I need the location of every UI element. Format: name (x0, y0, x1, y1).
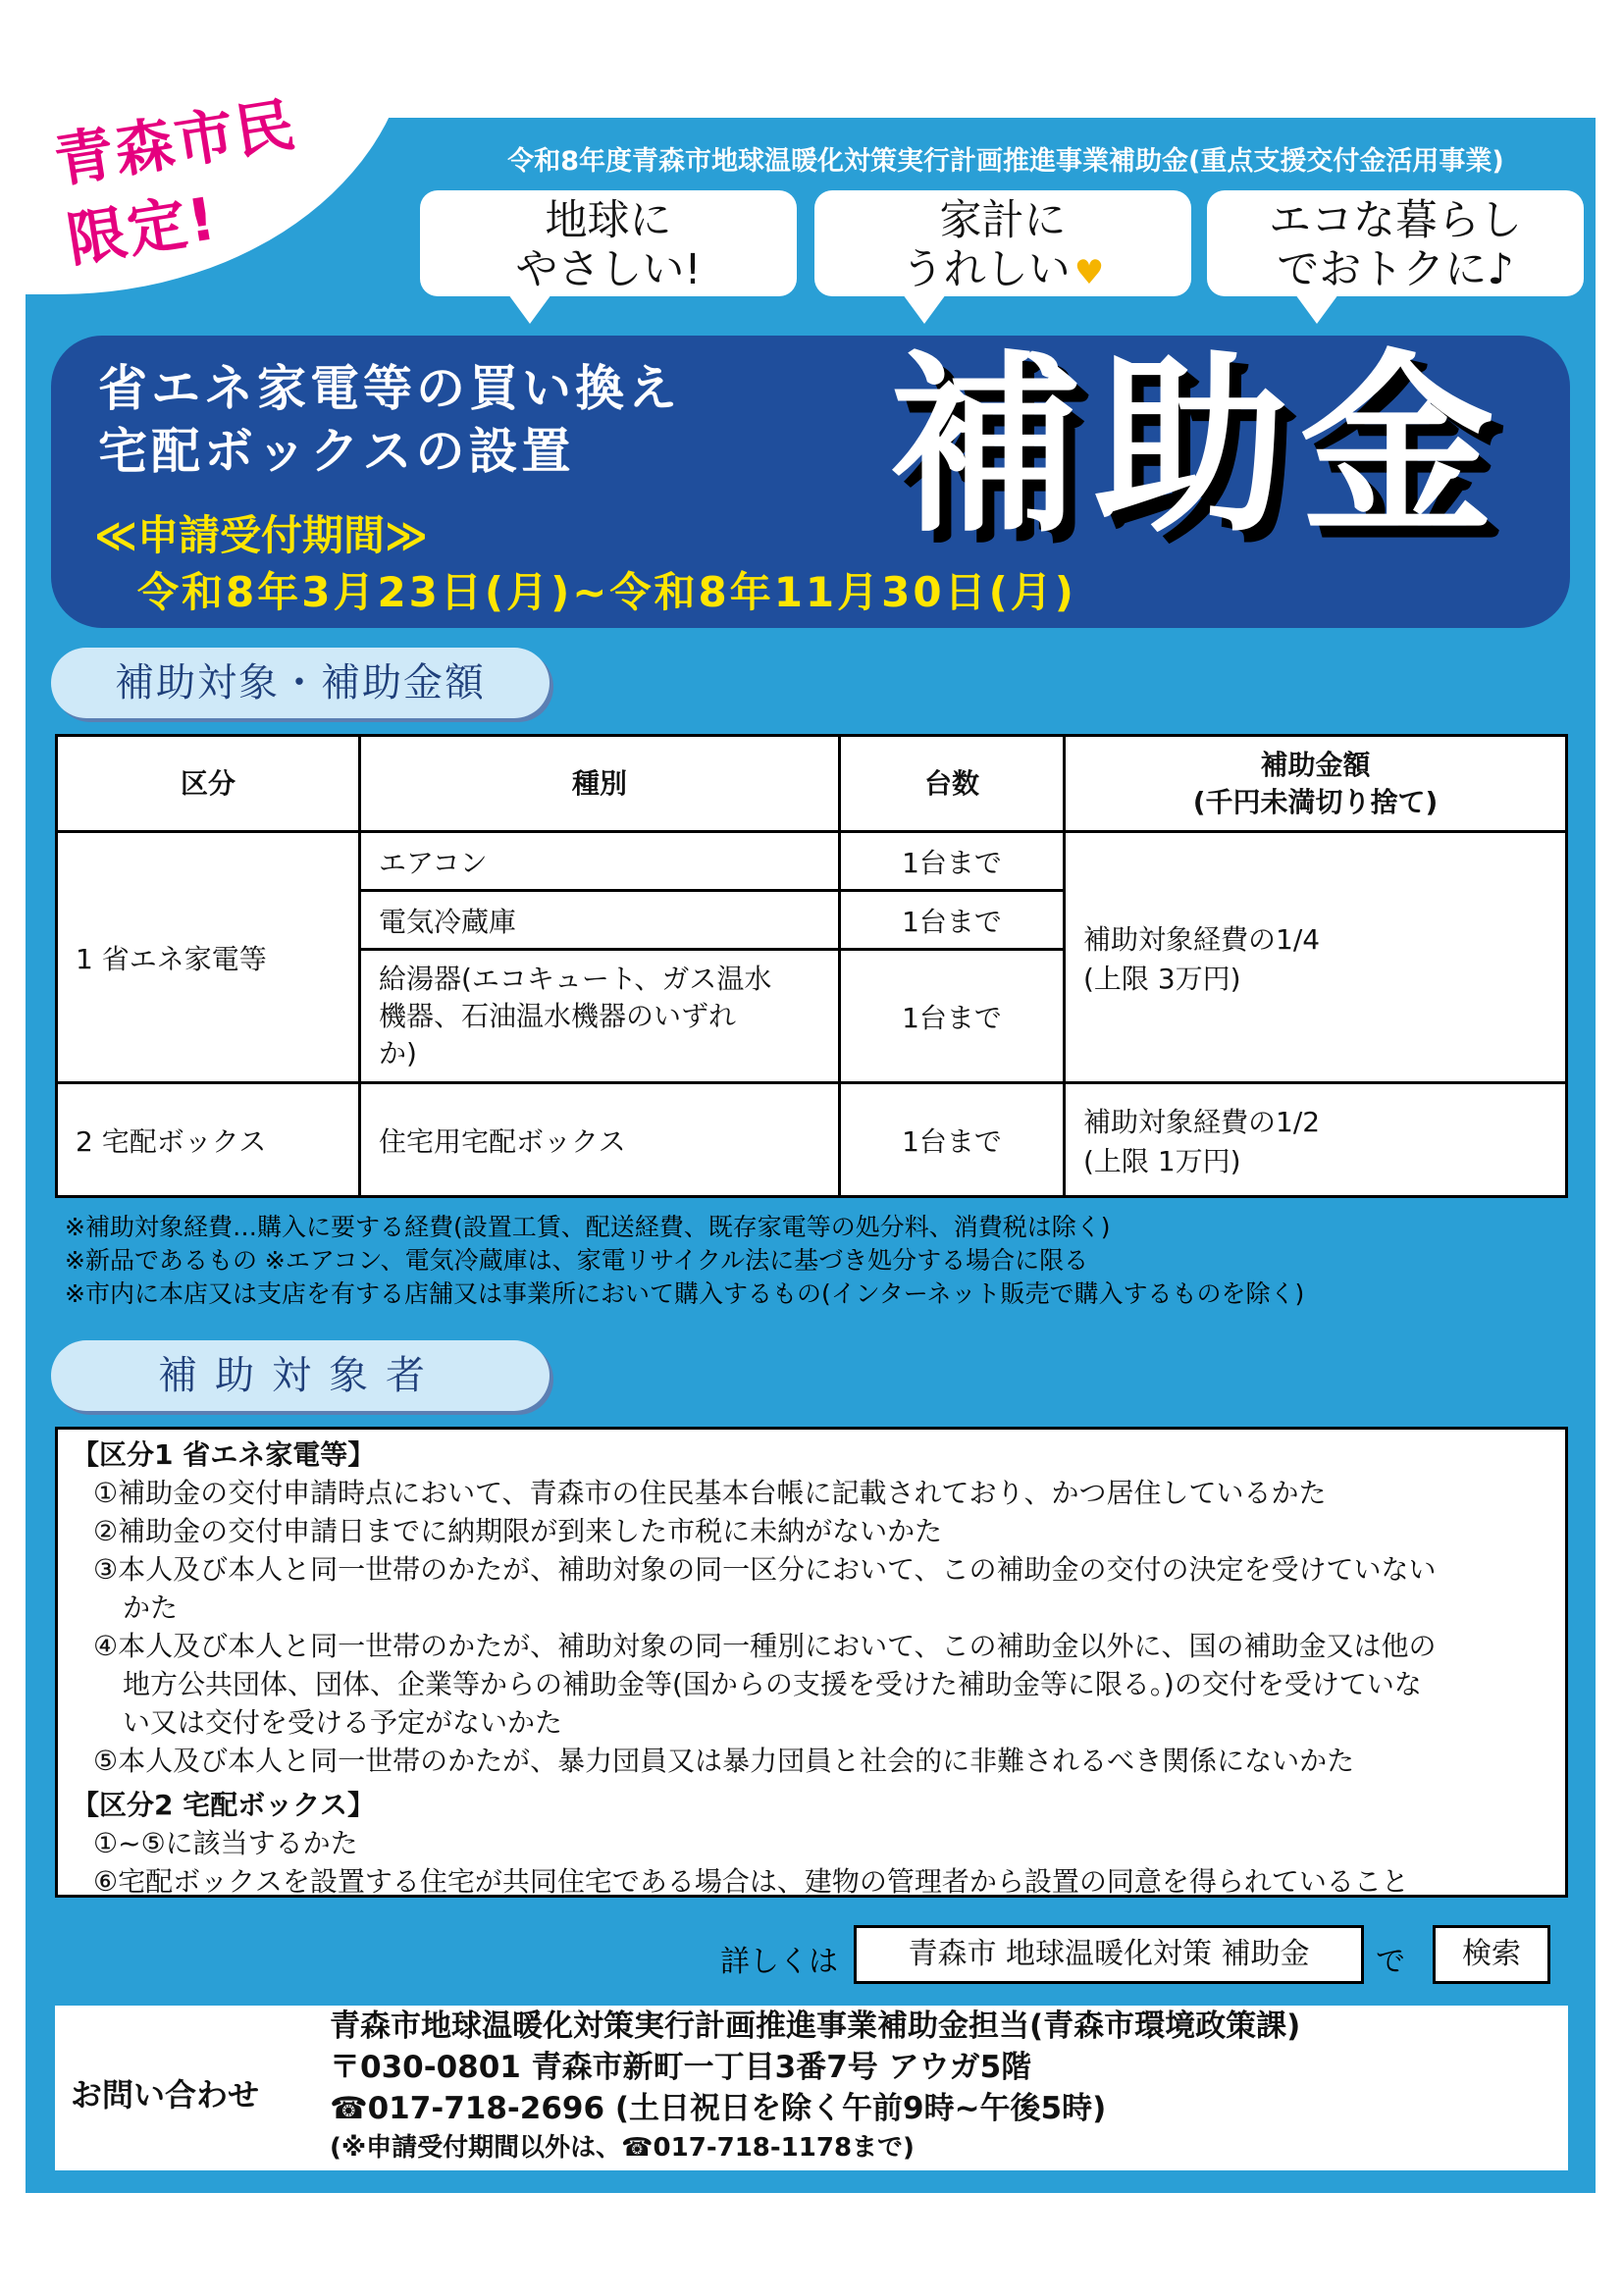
details-label: 詳しくは (720, 1945, 838, 1979)
eligibility-item: ③本人及び本人と同一世帯のかたが、補助対象の同一区分において、この補助金の交付の決定を受けていない (93, 1553, 1437, 1586)
table-row (57, 1083, 1567, 1197)
header-amount-line2: (千円未満切り捨て) (1192, 785, 1439, 818)
type-cell: 電気冷蔵庫 (360, 891, 840, 950)
speech-bubble-household (814, 190, 1191, 296)
count-cell: 1台まで (840, 832, 1065, 891)
speech-bubble-eco (1207, 190, 1584, 296)
contact-line: ☎017-718-2696 (土日祝日を除く午前9時~午後5時) (330, 2091, 1107, 2126)
table-notes (65, 1211, 1576, 1311)
group2-amount (1065, 1083, 1567, 1197)
search-term-box: 青森市 地球温暖化対策 補助金 (854, 1925, 1364, 1984)
count-cell: 1台まで (840, 1083, 1065, 1197)
eligibility-heading: 【区分2 宅配ボックス】 (72, 1789, 375, 1821)
type-cell (360, 950, 840, 1083)
table-row (57, 832, 1567, 891)
table-header-row (57, 736, 1567, 832)
type-line: か) (379, 1036, 417, 1070)
application-period-dates: 令和8年3月23日(月)~令和8年11月30日(月) (137, 568, 1076, 616)
amount-line: 補助対象経費の1/4 (1083, 922, 1321, 956)
bubble-text: 地球に (545, 196, 672, 245)
search-de-label: で (1376, 1945, 1405, 1979)
count-cell: 1台まで (840, 950, 1065, 1083)
type-line: 給湯器(エコキュート、ガス温水 (379, 962, 772, 995)
application-period-label: ≪申請受付期間≫ (94, 511, 428, 559)
subsidy-program-name: 令和8年度青森市地球温暖化対策実行計画推進事業補助金(重点支援交付金活用事業) (507, 146, 1504, 177)
header-amount-line1: 補助金額 (1260, 748, 1371, 781)
bubble-text: うれしい (901, 245, 1071, 294)
eligibility-item: ①補助金の交付申請時点において、青森市の住民基本台帳に記載されており、かつ居住しているかた (93, 1477, 1327, 1509)
header-kubun: 区分 (57, 736, 360, 832)
contact-line: 〒030-0801 青森市新町一丁目3番7号 アウガ5階 (330, 2050, 1032, 2085)
eligibility-item: ①~⑤に該当するかた (93, 1827, 358, 1859)
contact-line: (※申請受付期間以外は、☎017-718-1178まで) (330, 2133, 915, 2163)
group2-label: 2 宅配ボックス (57, 1083, 360, 1197)
eligibility-heading: 【区分1 省エネ家電等】 (72, 1438, 376, 1471)
header-daisu: 台数 (840, 736, 1065, 832)
subsidy-table (55, 734, 1568, 1198)
section-title-eligibility: 補助対象者 (51, 1340, 550, 1411)
banner-line2: 宅配ボックスの設置 (98, 423, 575, 480)
amount-line: (上限 1万円) (1083, 1144, 1241, 1177)
contact-box (55, 2006, 1568, 2170)
badge-line1: 青森市民 (49, 90, 301, 197)
eligibility-item: ④本人及び本人と同一世帯のかたが、補助対象の同一種別において、この補助金以外に、国の補助金又は他の (93, 1630, 1437, 1662)
eligibility-item-cont: 地方公共団体、団体、企業等からの補助金等(国からの支援を受けた補助金等に限る。)の交付を受けていな (123, 1668, 1422, 1700)
speech-bubble-earth (420, 190, 797, 296)
header-amount (1065, 736, 1567, 832)
type-cell: エアコン (360, 832, 840, 891)
badge-line2: 限定! (62, 183, 223, 277)
banner-line1: 省エネ家電等の買い換え (98, 360, 681, 417)
amount-line: 補助対象経費の1/2 (1083, 1105, 1321, 1138)
contact-label: お問い合わせ (71, 2076, 260, 2113)
note-line: ※新品であるもの ※エアコン、電気冷蔵庫は、家電リサイクル法に基づき処分する場合に限る (65, 1246, 1089, 1275)
type-cell: 住宅用宅配ボックス (360, 1083, 840, 1197)
bubble-text: 家計に (939, 196, 1067, 245)
heart-icon: ♥ (1073, 252, 1105, 292)
bubble-text: でおトクに♪ (1277, 245, 1514, 294)
header-shubetsu: 種別 (360, 736, 840, 832)
note-line: ※補助対象経費…購入に要する経費(設置工賃、配送経費、既存家電等の処分料、消費税は除く) (65, 1213, 1111, 1241)
search-button: 検索 (1433, 1925, 1550, 1984)
eligibility-box (55, 1427, 1568, 1898)
banner-big-title: 補助金 (888, 333, 1506, 559)
count-cell: 1台まで (840, 891, 1065, 950)
bubble-text: やさしい! (515, 245, 702, 294)
section-title-subsidy-amount: 補助対象・補助金額 (51, 648, 550, 718)
eligibility-item-cont: かた (123, 1592, 179, 1624)
type-line: 機器、石油温水機器のいずれ (379, 999, 737, 1032)
amount-line: (上限 3万円) (1083, 962, 1241, 995)
contact-line: 青森市地球温暖化対策実行計画推進事業補助金担当(青森市環境政策課) (330, 2009, 1301, 2044)
bubble-text: エコな暮らし (1269, 196, 1522, 245)
contact-details (330, 2006, 1300, 2166)
eligibility-item: ⑤本人及び本人と同一世帯のかたが、暴力団員又は暴力団員と社会的に非難されるべき関係にないかた (93, 1745, 1355, 1777)
group1-amount (1065, 832, 1567, 1083)
eligibility-item: ⑥宅配ボックスを設置する住宅が共同住宅である場合は、建物の管理者から設置の同意を得られていること (93, 1865, 1409, 1898)
eligibility-item: ②補助金の交付申請日までに納期限が到来した市税に未納がないかた (93, 1515, 943, 1547)
eligibility-item-cont: い又は交付を受ける予定がないかた (123, 1706, 563, 1739)
group1-label: 1 省エネ家電等 (57, 832, 360, 1083)
note-line: ※市内に本店又は支店を有する店舗又は事業所において購入するもの(インターネット販売で購入するものを除く) (65, 1279, 1305, 1308)
